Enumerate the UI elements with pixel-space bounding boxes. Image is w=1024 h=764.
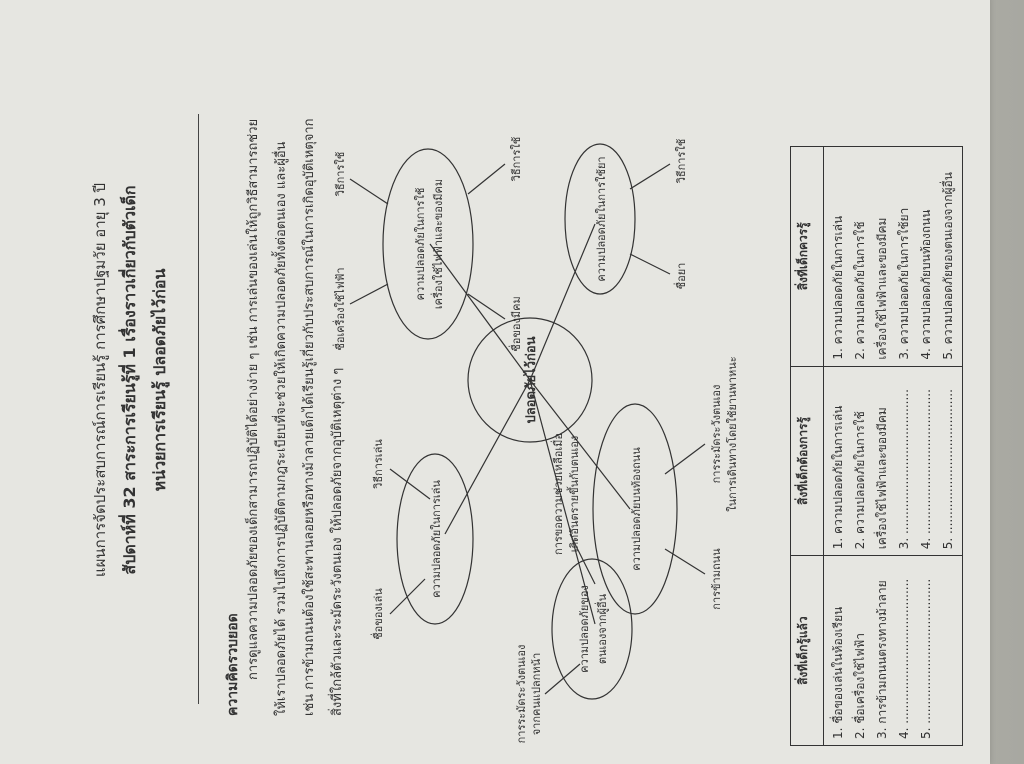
mind-map-diagram [330,0,770,764]
leaf-street-travel-1: การระมัดระวังตนเอง [710,384,723,484]
divider-line [198,114,199,704]
concept-paragraph: การดูแลความปลอดภัยของเด็กสามารถปฏิบัติได้อย่างง่าย ๆ เช่น การเล่นของเล่นให้ถูกวิธีสามารถช่วยให้เราปลอดภัยได้ รวมไปถึงการปฏิบัติตามกฎระเบียบที่จะช่วยให้เกิดความปลอดภัยทั้งต่อตนเอง และผู้อื่น เช่น การข้ามถนนต้องใช้สะพานลอยหรือทางม้าลายเด็กได้เรียนรู้เกี่ยวกับประสบการณ์ในการเกิดอุบัติเหตุจากสิ่งที่ใกล้ตัวและระมัดระวังตนเอง ให้ปลอดภัยจากอุบัติเหตุต่าง ๆ [246,118,345,716]
list-item: 4. ความปลอดภัยบนท้องถนน [919,209,933,360]
list-item: 5. ...................................... [919,578,933,739]
node-stranger-label-2: ตนเองจากผู้อื่น [596,593,609,665]
list-item: 2. ความปลอดภัยในการใช้ [853,221,867,360]
list-item: 5. ความปลอดภัยของตนเองจากผู้อื่น [941,172,955,360]
leaf-street-travel-2: ในการเดินทางโดยใช้ยานพาหนะ [726,356,739,512]
leaf-help-1: การขอความช่วยเหลือเมื่อ [552,433,565,555]
list-item: 3. ความปลอดภัยในการใช้ยา [897,207,911,360]
leaf-electric-name: ชื่อเครื่องใช้ไฟฟ้า [334,267,347,351]
leaf-stranger-care-1: การระมัดระวังตนเอง [515,644,528,744]
col-known-cell [824,556,963,746]
leaf-play-name: ชื่อของเล่น [372,588,385,640]
node-electric-ellipse [383,149,473,339]
week-subject: สัปดาห์ที่ 32 สาระการเรียนรู้ที่ 1 เรื่องราวเกี่ยวกับตัวเด็ก [120,185,139,575]
node-street-label: ความปลอดภัยบนท้องถนน [630,447,643,571]
node-medicine-label: ความปลอดภัยในการใช้ยา [595,156,608,282]
list-item: 1. ความปลอดภัยในการเล่น [831,215,845,360]
knowledge-table [790,146,963,746]
node-electric-label-1: ความปลอดภัยในการใช้ [414,187,427,301]
list-item: เครื่องใช้ไฟฟ้าและของมีคม [875,217,889,360]
list-item: 2. ชื่อเครื่องใช้ไฟฟ้า [853,632,867,739]
col-should-header: สิ่งที่เด็กควรรู้ [791,147,824,367]
center-label: ปลอดภัยไว้ก่อน [524,336,539,424]
leaf-help-2: เกิดอันตรายขึ้นกับตนเอง [568,435,581,553]
leaf-stranger-care-2: จากคนแปลกหน้า [530,652,543,736]
list-item: 4. ...................................... [897,578,911,739]
col-want-cell [824,366,963,556]
leaf-play-method: วิธีการเล่น [372,439,385,489]
leaf-medicine-method: วิธีการใช้ [675,138,688,184]
list-item: 1. ความปลอดภัยในการเล่น [831,405,845,550]
list-item: 3. ...................................... [897,389,911,550]
unit-title: หน่วยการเรียนรู้ ปลอดภัยไว้ก่อน [150,268,169,492]
list-item: 4. ...................................... [919,389,933,550]
leaf-sharp-name: ชื่อของมีคม [510,296,523,352]
leaf-medicine-name: ชื่อยา [675,262,688,290]
col-should-cell [824,147,963,367]
leaf-sharp-method: วิธีการใช้ [510,136,523,182]
concept-title: ความคิดรวบยอด [225,613,241,716]
leaf-street-crossing: การข้ามถนน [710,548,723,610]
col-want-header: สิ่งที่เด็กต้องการรู้ [791,366,824,556]
list-item: 2. ความปลอดภัยในการใช้ [853,411,867,550]
node-stranger-ellipse [552,559,632,699]
list-item: 3. การข้ามถนนตรงทางม้าลาย [875,580,889,739]
plan-title: แผนการจัดประสบการณ์การเรียนรู้ การศึกษาปฐมวัย อายุ 3 ปี [91,182,109,578]
node-play-label: ความปลอดภัยในการเล่น [430,480,443,598]
col-known-header: สิ่งที่เด็กรู้แล้ว [791,556,824,746]
list-item: เครื่องใช้ไฟฟ้าและของมีคม [875,407,889,550]
list-item: 5. ...................................... [941,389,955,550]
leaf-electric-method: วิธีการใช้ [334,151,347,197]
node-stranger-label-1: ความปลอดภัยของ [578,585,591,673]
node-electric-label-2: เครื่องใช้ไฟฟ้าและของมีคม [432,178,445,310]
list-item: 1. ชื่อของเล่นในห้องเรียน [831,606,845,739]
